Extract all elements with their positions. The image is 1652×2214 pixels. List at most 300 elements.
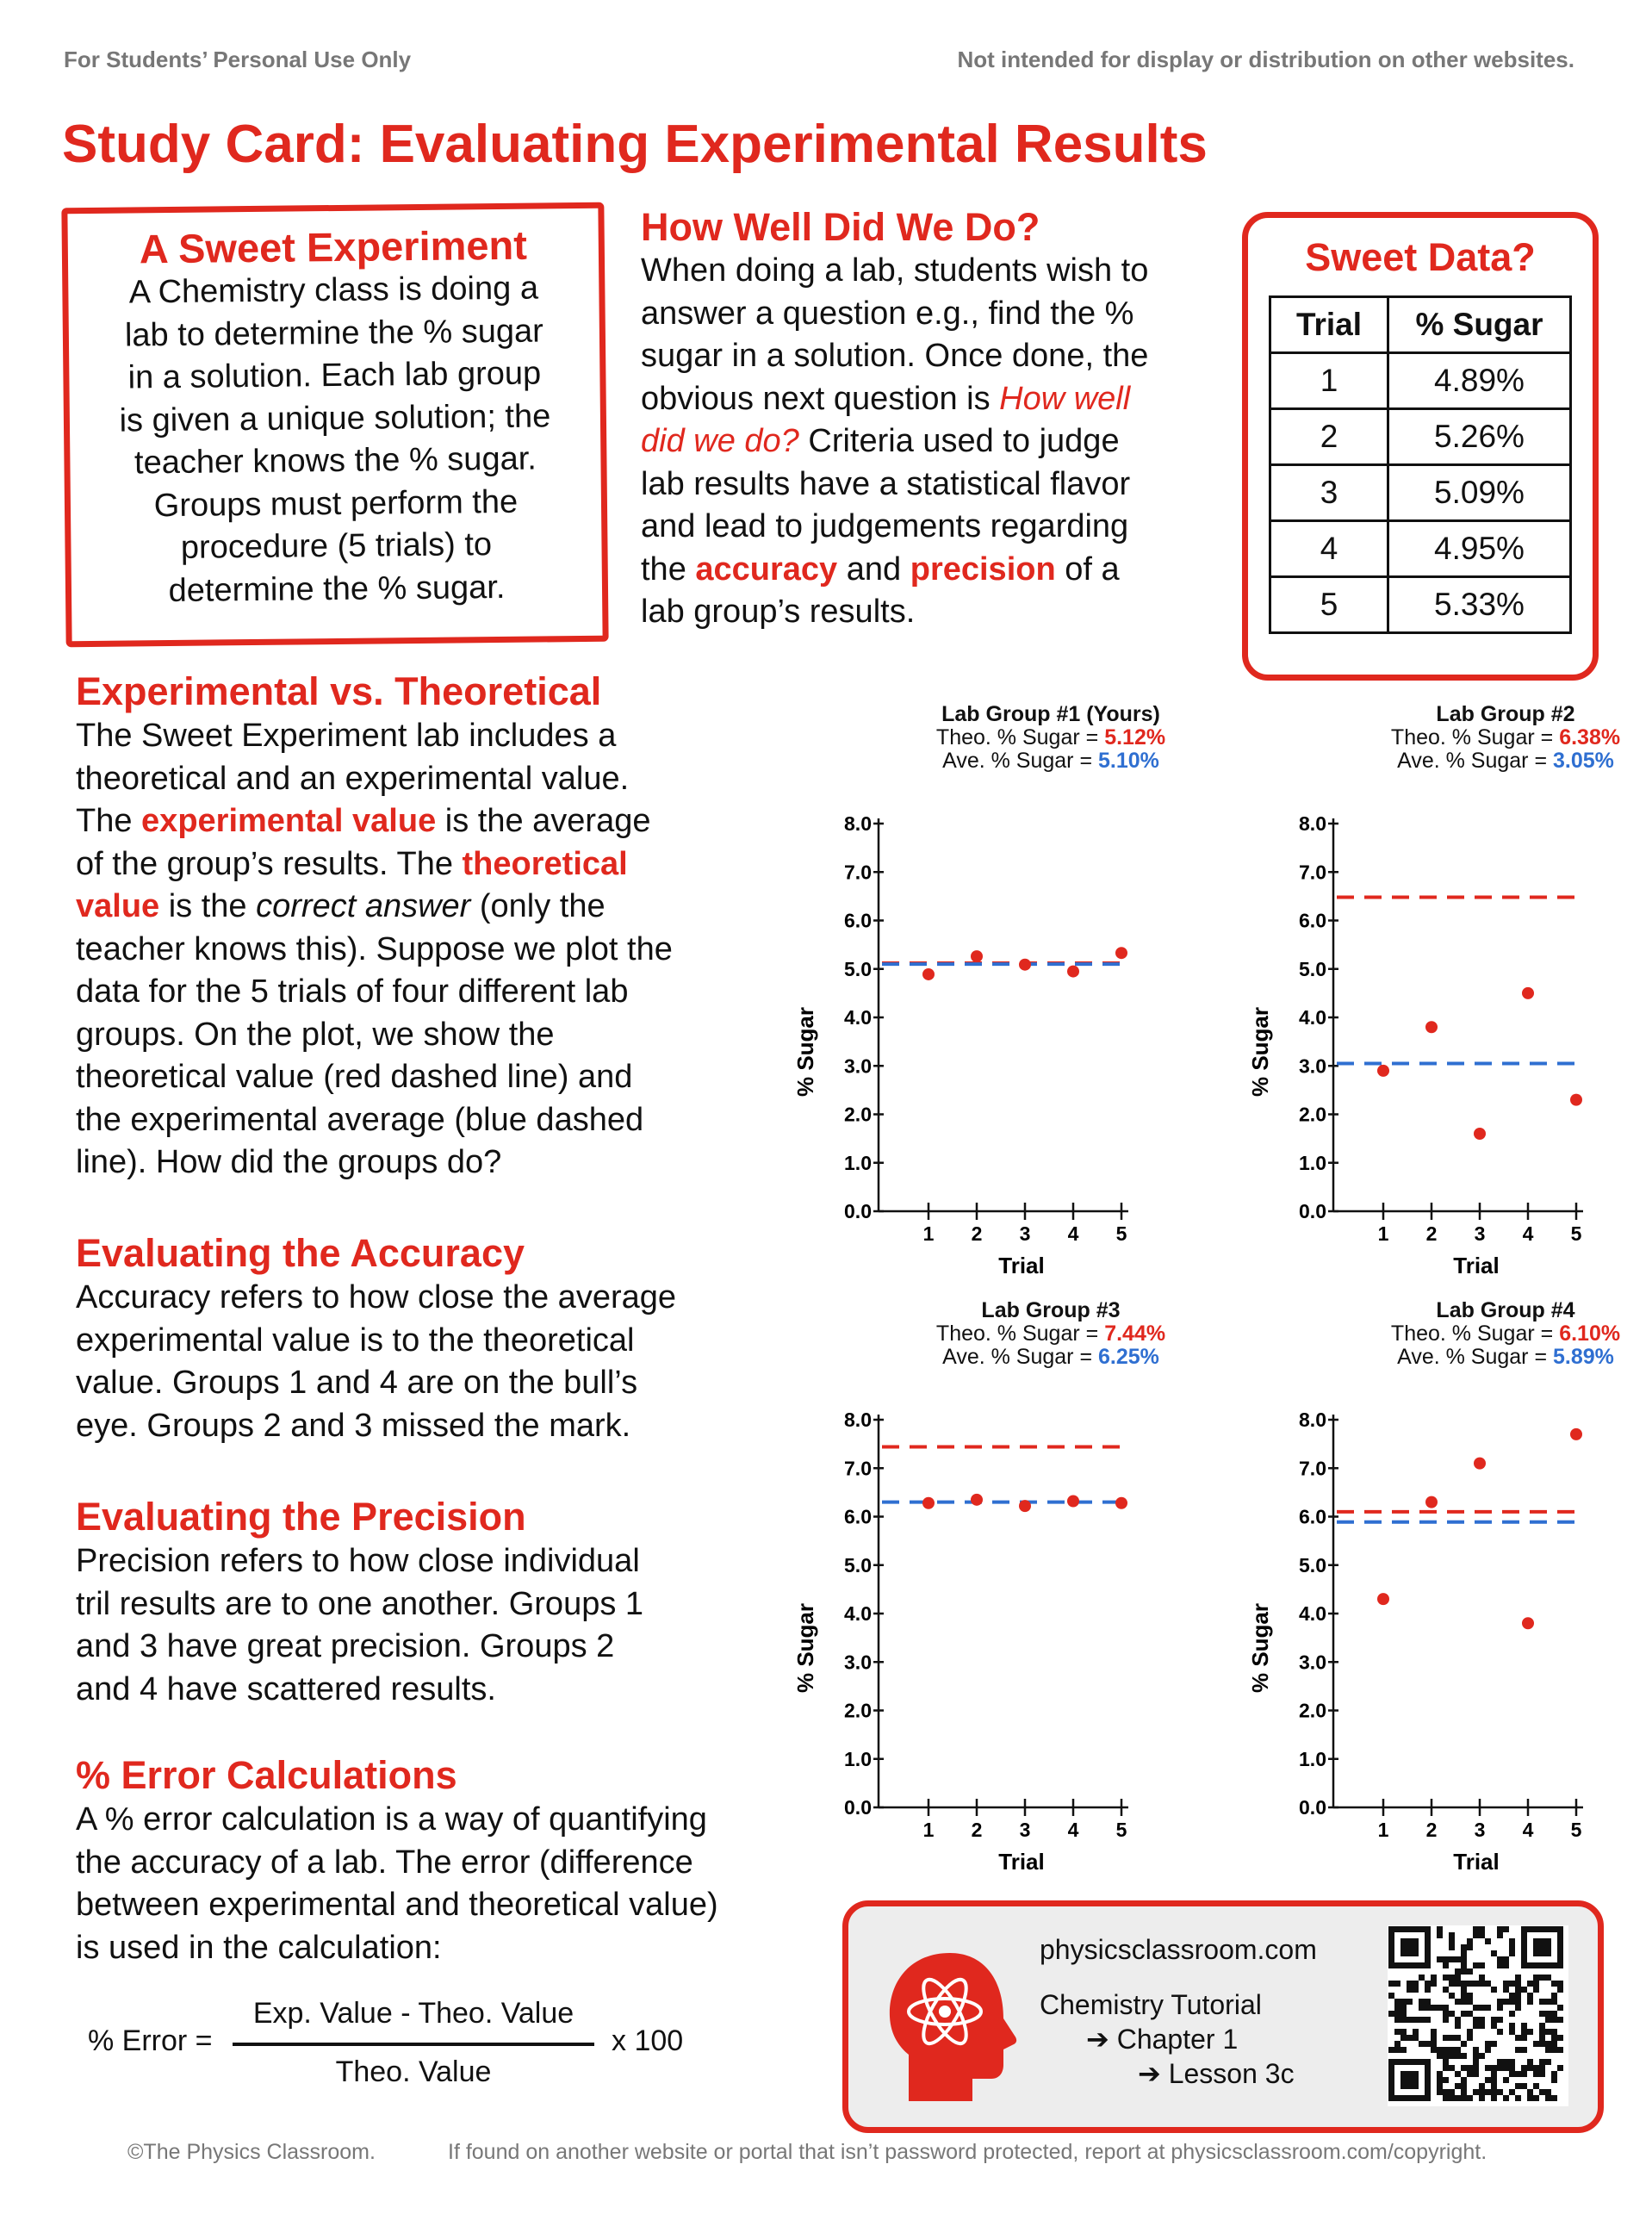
qr-module — [1400, 1962, 1407, 1968]
qr-module — [1388, 1938, 1394, 1944]
y-tick-label: 7.0 — [844, 861, 872, 884]
qr-module — [1473, 2005, 1479, 2011]
personal-use-note: For Students’ Personal Use Only — [64, 47, 412, 72]
qr-module — [1485, 2041, 1491, 2047]
qr-module — [1491, 2041, 1497, 2047]
qr-module — [1539, 1944, 1545, 1950]
qr-module — [1425, 1944, 1431, 1950]
qr-module — [1467, 2065, 1473, 2071]
qr-module — [1527, 1999, 1533, 2005]
data-point — [1522, 987, 1534, 999]
data-point — [1474, 1458, 1486, 1470]
y-tick-label: 6.0 — [1299, 909, 1326, 932]
qr-module — [1491, 2095, 1497, 2101]
qr-module — [1413, 1938, 1419, 1944]
qr-module — [1461, 1968, 1467, 1975]
copyright-footer: ©The Physics Classroom. — [127, 2140, 376, 2164]
x-tick-label: 5 — [1115, 1819, 1127, 1841]
qr-module — [1473, 2071, 1479, 2077]
qr-module — [1539, 2071, 1545, 2077]
qr-module — [1425, 2059, 1431, 2065]
qr-module — [1509, 2059, 1515, 2065]
qr-module — [1449, 2047, 1455, 2053]
chart-lab-group-3: Lab Group #3 Theo. % Sugar = 7.44% Ave. % Sugar = 6.25% 0.0 1.0 2.0 3.0 4.0 5.0 6.0 7.0 8.0 1 2 3 4 5 Trial % Sugar — [792, 1299, 1309, 1885]
qr-module — [1437, 2089, 1443, 2095]
qr-module — [1545, 1926, 1551, 1932]
qr-module — [1449, 1993, 1455, 1999]
y-tick-label: 1.0 — [844, 1747, 872, 1770]
y-tick-label: 8.0 — [1299, 1409, 1326, 1431]
qr-module — [1407, 2083, 1413, 2089]
qr-module — [1551, 1962, 1557, 1968]
qr-module — [1413, 2077, 1419, 2083]
ave-value: 6.25% — [1098, 1345, 1159, 1369]
qr-module — [1455, 2071, 1461, 2077]
qr-module — [1509, 2029, 1515, 2035]
qr-module — [1545, 2047, 1551, 2053]
qr-module — [1557, 2047, 1563, 2053]
qr-module — [1485, 2047, 1491, 2053]
qr-module — [1527, 1993, 1533, 1999]
x-axis-label: Trial — [1453, 1253, 1500, 1278]
qr-module — [1497, 2017, 1503, 2023]
y-tick-label: 4.0 — [1299, 1006, 1326, 1029]
y-tick-label: 2.0 — [844, 1103, 872, 1126]
qr-module — [1461, 2089, 1467, 2095]
qr-module — [1551, 1999, 1557, 2005]
qr-module — [1551, 2011, 1557, 2017]
qr-module — [1461, 2053, 1467, 2059]
qr-module — [1449, 1981, 1455, 1987]
qr-module — [1394, 2005, 1400, 2011]
qr-module — [1533, 2083, 1539, 2089]
x-tick-label: 1 — [922, 1819, 935, 1841]
report-footer: If found on another website or portal that isn’t password protected, report at physicsclassroom.com/copyright. — [448, 2140, 1487, 2164]
qr-module — [1473, 2089, 1479, 2095]
qr-module — [1491, 2077, 1497, 2083]
qr-module — [1443, 2047, 1449, 2053]
qr-module — [1539, 2065, 1545, 2071]
qr-module — [1443, 2059, 1449, 2065]
qr-module — [1443, 2005, 1449, 2011]
qr-module — [1515, 2035, 1521, 2041]
y-tick-label: 4.0 — [844, 1602, 872, 1625]
qr-module — [1509, 2089, 1515, 2095]
theo-value: 7.44% — [1104, 1322, 1166, 1346]
qr-module — [1479, 1981, 1485, 1987]
data-point — [1019, 1500, 1031, 1512]
qr-module — [1461, 1987, 1467, 1993]
qr-module — [1461, 1956, 1467, 1962]
qr-module — [1521, 1932, 1527, 1938]
qr-module — [1503, 1926, 1509, 1932]
qr-module — [1437, 1926, 1443, 1932]
qr-module — [1455, 1968, 1461, 1975]
ave-value: 5.89% — [1553, 1345, 1614, 1369]
fraction-bar — [233, 2043, 594, 2046]
qr-module — [1407, 2095, 1413, 2101]
y-tick-label: 0.0 — [844, 1796, 872, 1819]
qr-module — [1551, 2095, 1557, 2101]
chart-lab-group-1: Lab Group #1 (Yours) Theo. % Sugar = 5.12% Ave. % Sugar = 5.10% 0.0 1.0 2.0 3.0 4.0 5.0 6.0 7.0 8.0 1 2 3 4 5 Trial % Sugar — [792, 703, 1309, 1289]
qr-module — [1479, 2053, 1485, 2059]
qr-module — [1425, 1938, 1431, 1944]
qr-module — [1437, 1932, 1443, 1938]
qr-module — [1455, 1981, 1461, 1987]
qr-module — [1515, 1993, 1521, 1999]
qr-module — [1527, 1926, 1533, 1932]
qr-module — [1455, 1999, 1461, 2005]
qr-module — [1407, 1987, 1413, 1993]
y-tick-label: 1.0 — [1299, 1747, 1326, 1770]
qr-module — [1503, 1962, 1509, 1968]
qr-module — [1425, 1987, 1431, 1993]
y-tick-label: 7.0 — [1299, 1457, 1326, 1480]
qr-module — [1431, 2029, 1437, 2035]
y-tick-label: 3.0 — [1299, 1651, 1326, 1674]
qr-module — [1503, 2077, 1509, 2083]
qr-module — [1479, 2017, 1485, 2023]
qr-module — [1479, 1932, 1485, 1938]
qr-module — [1473, 2047, 1479, 2053]
qr-module — [1400, 2047, 1407, 2053]
y-tick-label: 5.0 — [1299, 1553, 1326, 1577]
qr-module — [1521, 1987, 1527, 1993]
qr-module — [1533, 1981, 1539, 1987]
qr-module — [1485, 2065, 1491, 2071]
qr-module — [1449, 2035, 1455, 2041]
qr-module — [1394, 2095, 1400, 2101]
qr-module — [1545, 2059, 1551, 2065]
qr-module — [1425, 2077, 1431, 2083]
precision-text: Precision refers to how close individual tril results are to one another. Groups 1 and 3 have great precision. Groups 2 and 4 have scattered results. — [76, 1543, 644, 1707]
y-tick-label: 7.0 — [844, 1457, 872, 1480]
qr-module — [1400, 1944, 1407, 1950]
how-well-section — [641, 205, 1209, 634]
data-point — [922, 1497, 935, 1509]
qr-module — [1515, 1975, 1521, 1981]
qr-module — [1425, 1999, 1431, 2005]
qr-module — [1419, 1926, 1425, 1932]
qr-module — [1461, 1962, 1467, 1968]
y-axis-label: % Sugar — [1247, 1006, 1273, 1098]
qr-module — [1455, 2035, 1461, 2041]
qr-module — [1449, 1944, 1455, 1950]
promo-site: physicsclassroom.com — [1040, 1934, 1317, 1965]
formula-multiplier: x 100 — [612, 2024, 684, 2057]
y-axis-label: % Sugar — [792, 1602, 818, 1694]
qr-module — [1557, 1944, 1563, 1950]
qr-module — [1485, 2089, 1491, 2095]
y-tick-label: 3.0 — [1299, 1054, 1326, 1078]
qr-module — [1388, 2047, 1394, 2053]
y-tick-label: 2.0 — [1299, 1103, 1326, 1126]
x-tick-label: 2 — [971, 1819, 983, 1841]
qr-module — [1527, 2095, 1533, 2101]
qr-module — [1394, 2029, 1400, 2035]
qr-module — [1413, 2017, 1419, 2023]
qr-module — [1479, 2089, 1485, 2095]
accuracy-heading: Evaluating the Accuracy — [76, 1231, 525, 1275]
qr-module — [1479, 2005, 1485, 2011]
qr-module — [1521, 2047, 1527, 2053]
error-calc-heading: % Error Calculations — [76, 1753, 457, 1797]
qr-module — [1400, 2017, 1407, 2023]
exp-vs-theo-section — [76, 669, 765, 1185]
x-tick-label: 3 — [1019, 1222, 1031, 1245]
qr-module — [1533, 2095, 1539, 2101]
qr-module — [1431, 2041, 1437, 2047]
qr-module — [1388, 2095, 1394, 2101]
qr-module — [1437, 2071, 1443, 2077]
qr-module — [1503, 1956, 1509, 1962]
data-point — [1570, 1428, 1582, 1440]
x-tick-label: 1 — [1377, 1819, 1389, 1841]
qr-module — [1551, 2071, 1557, 2077]
qr-module — [1527, 2059, 1533, 2065]
y-tick-label: 6.0 — [1299, 1505, 1326, 1528]
qr-module — [1413, 2083, 1419, 2089]
table-row: 2 5.26% — [1270, 409, 1571, 465]
qr-module — [1557, 1956, 1563, 1962]
y-tick-label: 7.0 — [1299, 861, 1326, 884]
x-tick-label: 2 — [971, 1222, 983, 1245]
qr-module — [1443, 2095, 1449, 2101]
qr-module — [1461, 1999, 1467, 2005]
precision-heading: Evaluating the Precision — [76, 1495, 526, 1539]
qr-module — [1400, 1938, 1407, 1944]
data-point — [1019, 959, 1031, 971]
qr-module — [1473, 2023, 1479, 2029]
sweet-data-table — [1269, 295, 1572, 634]
error-calc-section — [76, 1752, 817, 1969]
qr-module — [1449, 1932, 1455, 1938]
theo-value: 5.12% — [1104, 725, 1166, 749]
qr-module — [1521, 2023, 1527, 2029]
qr-module — [1394, 2047, 1400, 2053]
qr-module — [1425, 2089, 1431, 2095]
qr-module — [1425, 1962, 1431, 1968]
error-calc-text: A % error calculation is a way of quantifying the accuracy of a lab. The error (difference between experimental and theoretical value) is used in the calculation: — [76, 1801, 718, 1966]
qr-module — [1467, 1938, 1473, 1944]
qr-module — [1388, 1956, 1394, 1962]
qr-module — [1400, 2059, 1407, 2065]
qr-module — [1503, 2095, 1509, 2101]
accuracy-section — [76, 1230, 782, 1447]
qr-module — [1497, 2059, 1503, 2065]
qr-module — [1521, 2071, 1527, 2077]
x-tick-label: 2 — [1425, 1222, 1438, 1245]
sweet-experiment-text: A Chemistry class is doing a lab to determine the % sugar in a solution. Each lab group is given a unique solution; the teacher knows the % sugar. Groups must perform the procedure (5 trials) to determine the % sugar. — [119, 270, 551, 609]
qr-module — [1400, 1926, 1407, 1932]
qr-module — [1485, 1938, 1491, 1944]
qr-module — [1539, 2041, 1545, 2047]
exp-vs-theo-heading: Experimental vs. Theoretical — [76, 669, 602, 713]
promo-chapter: ➔ Chapter 1 — [1086, 2024, 1239, 2055]
qr-module — [1509, 1950, 1515, 1956]
sweet-experiment-heading: A Sweet Experiment — [139, 221, 528, 272]
x-tick-label: 1 — [1377, 1222, 1389, 1245]
qr-module — [1527, 2089, 1533, 2095]
x-tick-label: 1 — [922, 1222, 935, 1245]
data-point — [1377, 1065, 1389, 1077]
y-tick-label: 0.0 — [1299, 1796, 1326, 1819]
y-tick-label: 8.0 — [1299, 812, 1326, 835]
qr-module — [1467, 1968, 1473, 1975]
qr-module — [1425, 2095, 1431, 2101]
qr-module — [1521, 1926, 1527, 1932]
qr-module — [1425, 1926, 1431, 1932]
qr-module — [1533, 1975, 1539, 1981]
qr-module — [1527, 1962, 1533, 1968]
qr-module — [1425, 1981, 1431, 1987]
qr-module — [1503, 1987, 1509, 1993]
qr-module — [1394, 2011, 1400, 2017]
qr-module — [1419, 2095, 1425, 2101]
qr-module — [1539, 1999, 1545, 2005]
qr-module — [1491, 1987, 1497, 1993]
qr-module — [1533, 1938, 1539, 1944]
qr-module — [1443, 1962, 1449, 1968]
qr-module — [1437, 2077, 1443, 2083]
qr-module — [1394, 2059, 1400, 2065]
qr-module — [1491, 2071, 1497, 2077]
qr-module — [1497, 2005, 1503, 2011]
qr-module — [1503, 1981, 1509, 1987]
qr-module — [1515, 1987, 1521, 1993]
qr-module — [1419, 2059, 1425, 2065]
qr-module — [1443, 2011, 1449, 2017]
qr-module — [1545, 2017, 1551, 2023]
data-point — [1425, 1496, 1438, 1508]
qr-module — [1521, 2029, 1527, 2035]
qr-module — [1425, 1932, 1431, 1938]
qr-module — [1509, 1981, 1515, 1987]
qr-module — [1394, 2017, 1400, 2023]
y-axis-label: % Sugar — [1247, 1602, 1273, 1694]
distribution-note: Not intended for display or distribution on other websites. — [957, 47, 1574, 72]
table-row: 1 4.89% — [1270, 353, 1571, 409]
sweet-experiment-box — [61, 202, 608, 648]
qr-module — [1455, 2047, 1461, 2053]
qr-module — [1557, 2005, 1563, 2011]
qr-module — [1461, 1993, 1467, 1999]
qr-module — [1545, 2041, 1551, 2047]
qr-module — [1551, 2047, 1557, 2053]
x-tick-label: 5 — [1570, 1819, 1582, 1841]
qr-module — [1407, 1944, 1413, 1950]
x-tick-label: 4 — [1067, 1222, 1079, 1245]
qr-module — [1443, 1956, 1449, 1962]
x-tick-label: 3 — [1474, 1222, 1486, 1245]
qr-module — [1467, 2035, 1473, 2041]
qr-module — [1443, 2065, 1449, 2071]
theo-value: 6.38% — [1559, 725, 1621, 749]
qr-module — [1539, 1950, 1545, 1956]
y-tick-label: 6.0 — [844, 909, 872, 932]
data-point — [1067, 966, 1079, 978]
qr-module — [1491, 2017, 1497, 2023]
qr-module — [1545, 1962, 1551, 1968]
qr-module — [1545, 1975, 1551, 1981]
qr-module — [1551, 1993, 1557, 1999]
qr-module — [1539, 1938, 1545, 1944]
y-tick-label: 5.0 — [844, 1553, 872, 1577]
qr-module — [1443, 2089, 1449, 2095]
qr-module — [1449, 2011, 1455, 2017]
qr-module — [1515, 2005, 1521, 2011]
qr-module — [1521, 1962, 1527, 1968]
qr-module — [1545, 2089, 1551, 2095]
data-point — [971, 950, 983, 962]
qr-module — [1388, 1950, 1394, 1956]
formula-numerator: Exp. Value - Theo. Value — [252, 1997, 574, 2030]
qr-module — [1388, 1926, 1394, 1932]
qr-module — [1400, 2071, 1407, 2077]
chart-svg — [792, 703, 1309, 1289]
y-tick-label: 1.0 — [1299, 1151, 1326, 1174]
qr-module — [1557, 1987, 1563, 1993]
qr-module — [1455, 2083, 1461, 2089]
qr-module — [1473, 2053, 1479, 2059]
qr-module — [1394, 2041, 1400, 2047]
y-tick-label: 8.0 — [844, 1409, 872, 1431]
qr-module — [1443, 2017, 1449, 2023]
qr-module — [1400, 2095, 1407, 2101]
qr-module — [1545, 1999, 1551, 2005]
qr-module — [1497, 1999, 1503, 2005]
qr-module — [1539, 2023, 1545, 2029]
qr-module — [1443, 1975, 1449, 1981]
qr-module — [1551, 2077, 1557, 2083]
qr-module — [1467, 1999, 1473, 2005]
qr-module — [1509, 2011, 1515, 2017]
qr-module — [1509, 2065, 1515, 2071]
x-tick-label: 3 — [1474, 1819, 1486, 1841]
x-tick-label: 5 — [1570, 1222, 1582, 1245]
data-point — [1115, 1497, 1127, 1509]
data-point — [1522, 1617, 1534, 1629]
formula-label: % Error = — [88, 2024, 213, 2057]
qr-module — [1533, 2065, 1539, 2071]
qr-module — [1443, 2053, 1449, 2059]
qr-module — [1388, 2089, 1394, 2095]
qr-module — [1491, 2083, 1497, 2089]
table-row: 4 4.95% — [1270, 521, 1571, 577]
qr-module — [1461, 2095, 1467, 2101]
qr-module — [1557, 1938, 1563, 1944]
y-tick-label: 5.0 — [844, 957, 872, 980]
qr-module — [1425, 2065, 1431, 2071]
x-tick-label: 4 — [1522, 1222, 1534, 1245]
qr-module — [1388, 1944, 1394, 1950]
qr-module — [1425, 1956, 1431, 1962]
qr-module — [1419, 2017, 1425, 2023]
qr-module — [1557, 2035, 1563, 2041]
qr-module — [1521, 1956, 1527, 1962]
qr-module — [1400, 2005, 1407, 2011]
qr-module — [1443, 2077, 1449, 2083]
chart-title: Lab Group #3 — [981, 1298, 1121, 1322]
qr-module — [1400, 2077, 1407, 2083]
qr-module — [1388, 2059, 1394, 2065]
y-tick-label: 3.0 — [844, 1054, 872, 1078]
qr-module — [1413, 2029, 1419, 2035]
qr-module — [1407, 1981, 1413, 1987]
qr-module — [1473, 2017, 1479, 2023]
qr-module — [1419, 2005, 1425, 2011]
x-tick-label: 3 — [1019, 1819, 1031, 1841]
